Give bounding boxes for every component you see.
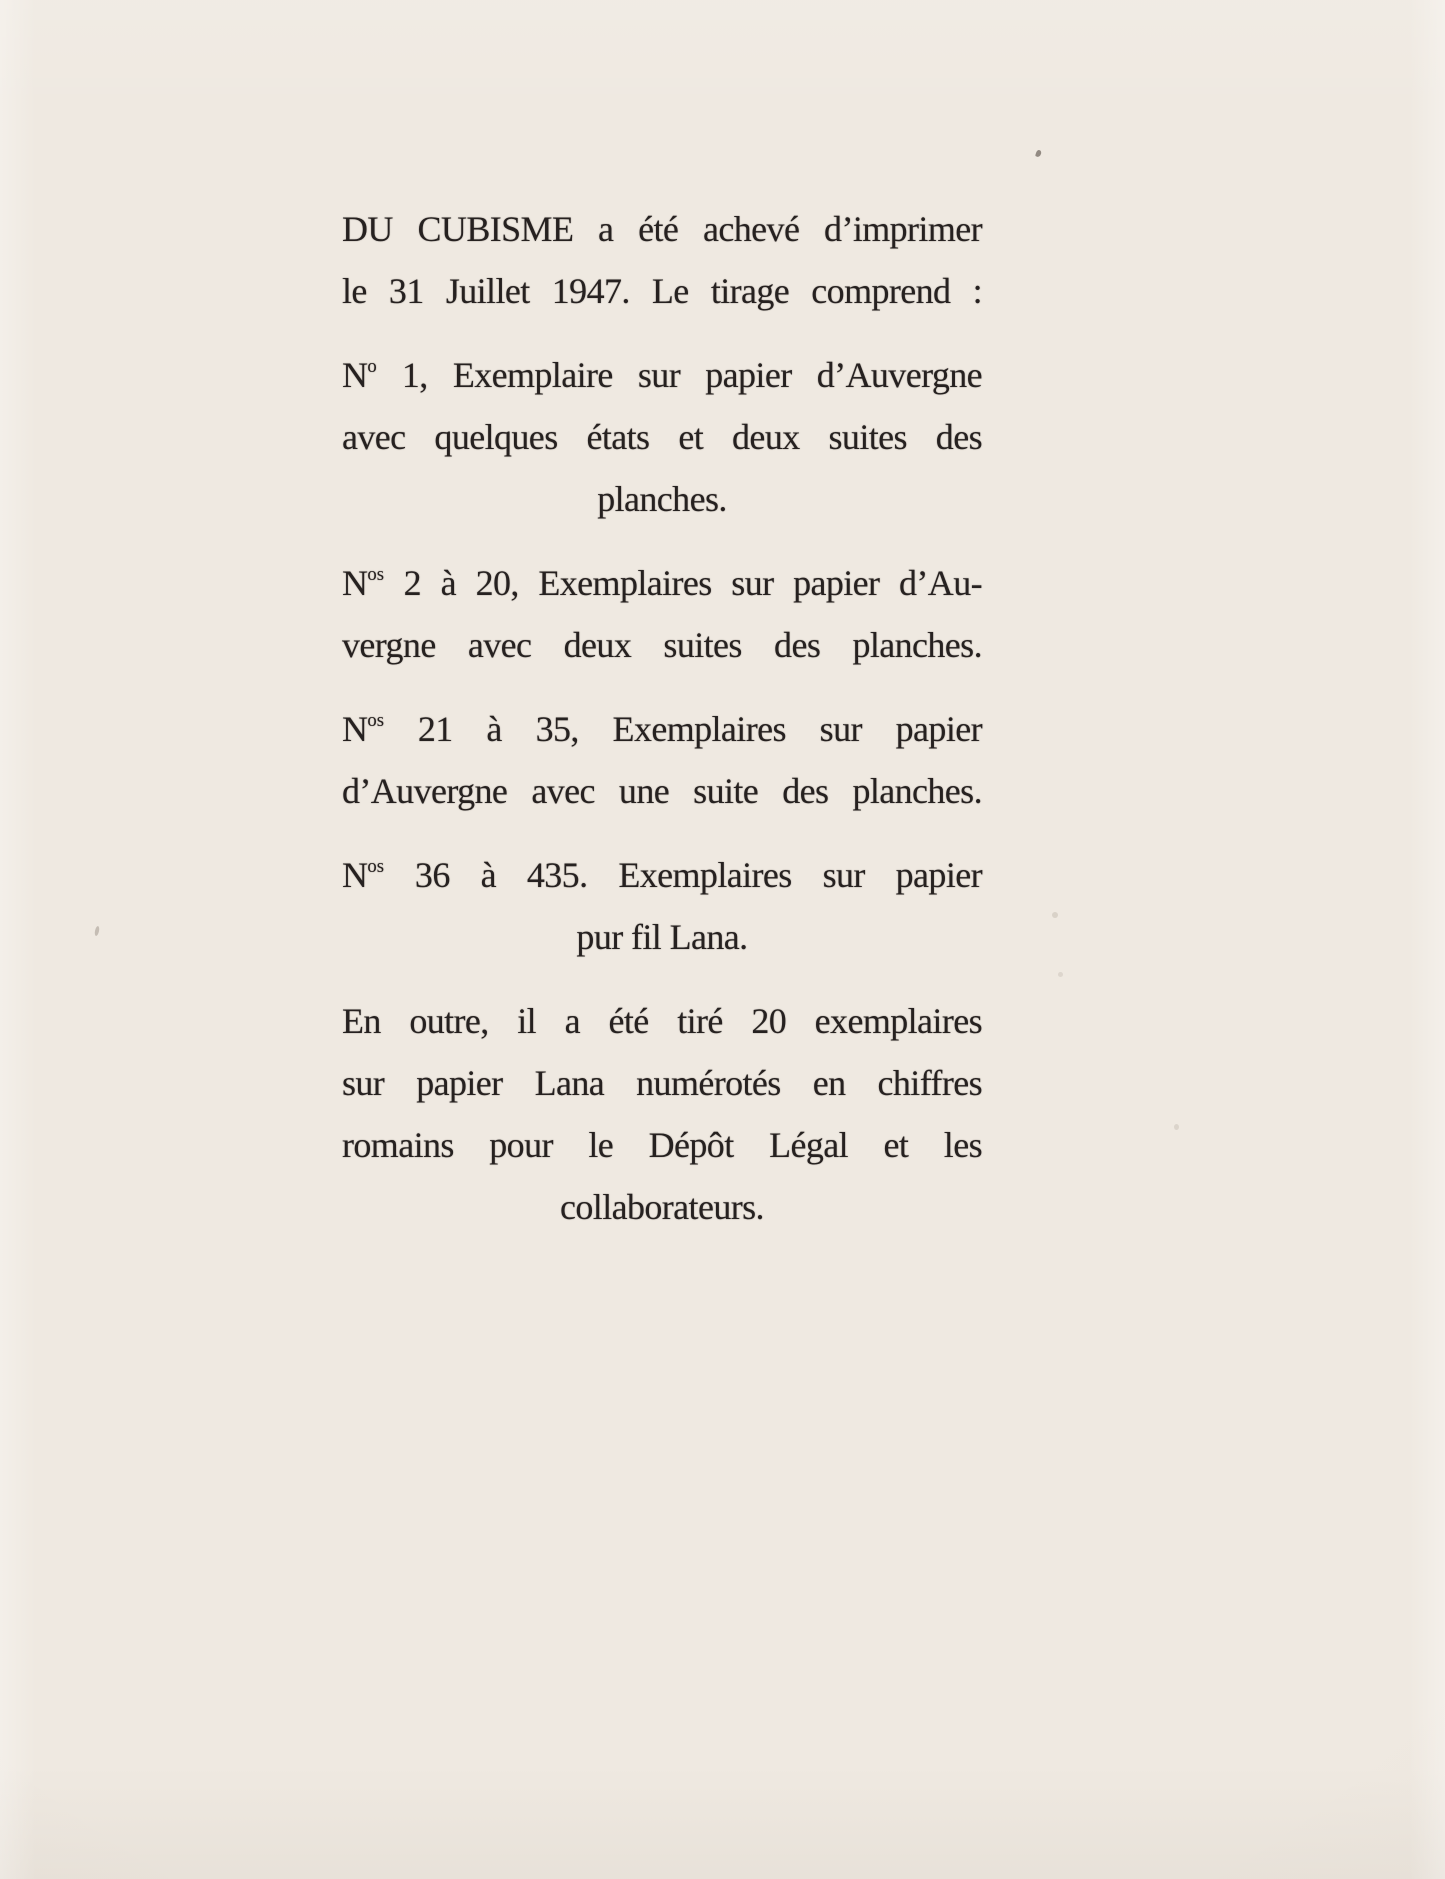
text-line — [342, 198, 982, 260]
paper-speck — [1058, 972, 1063, 977]
text-line — [342, 906, 982, 968]
text-line — [342, 844, 982, 906]
paper-speck — [1052, 912, 1058, 918]
text-line — [342, 260, 982, 322]
superscript-ordinal: os — [367, 709, 385, 731]
text-segment: collaborateurs. — [560, 1187, 764, 1227]
text-line — [342, 760, 982, 822]
text-line — [342, 1052, 982, 1114]
text-line — [342, 344, 982, 406]
paper-speck — [1035, 149, 1042, 157]
text-segment: romains pour le Dépôt Légal et les — [342, 1125, 982, 1165]
text-line — [342, 698, 982, 760]
colophon-text — [342, 198, 982, 1260]
text-segment: planches. — [597, 479, 727, 519]
text-segment: d’Auvergne avec une suite des planches. — [342, 771, 982, 811]
paragraph-edition-no-1 — [342, 344, 982, 530]
text-segment: avec quelques états et deux suites des — [342, 417, 982, 457]
paper-speck — [1174, 1124, 1179, 1130]
superscript-ordinal: os — [367, 855, 385, 877]
text-line — [342, 1176, 982, 1238]
text-segment: N — [342, 563, 368, 603]
text-segment: 36 à 435. Exemplaires sur papier — [384, 855, 982, 895]
superscript-ordinal: o — [367, 355, 377, 377]
text-segment: N — [342, 855, 368, 895]
text-segment: 1, Exemplaire sur papier d’Auvergne — [376, 355, 982, 395]
text-segment: sur papier Lana numérotés en chiffres — [342, 1063, 982, 1103]
paragraph-edition-nos-21-a-35 — [342, 698, 982, 822]
text-line — [342, 614, 982, 676]
paragraph-edition-nos-2-a-20 — [342, 552, 982, 676]
text-segment: 2 à 20, Exemplaires sur papier d’Au- — [384, 563, 982, 603]
text-line — [342, 990, 982, 1052]
paragraph-edition-nos-36-a-435 — [342, 844, 982, 968]
text-segment: En outre, il a été tiré 20 exemplaires — [342, 1001, 982, 1041]
text-line — [342, 406, 982, 468]
paragraph-imprint-statement — [342, 198, 982, 322]
text-segment: N — [342, 355, 368, 395]
superscript-ordinal: os — [367, 563, 385, 585]
text-segment: 21 à 35, Exemplaires sur papier — [384, 709, 982, 749]
paper-speck — [94, 926, 100, 937]
text-segment: DU CUBISME a été achevé d’imprimer — [342, 209, 982, 249]
text-segment: le 31 Juillet 1947. Le tirage comprend : — [342, 271, 982, 311]
text-segment: vergne avec deux suites des planches. — [342, 625, 982, 665]
text-line — [342, 1114, 982, 1176]
paragraph-deposit-copies — [342, 990, 982, 1238]
text-segment: N — [342, 709, 368, 749]
text-line — [342, 468, 982, 530]
text-segment: pur fil Lana. — [576, 917, 748, 957]
text-line — [342, 552, 982, 614]
